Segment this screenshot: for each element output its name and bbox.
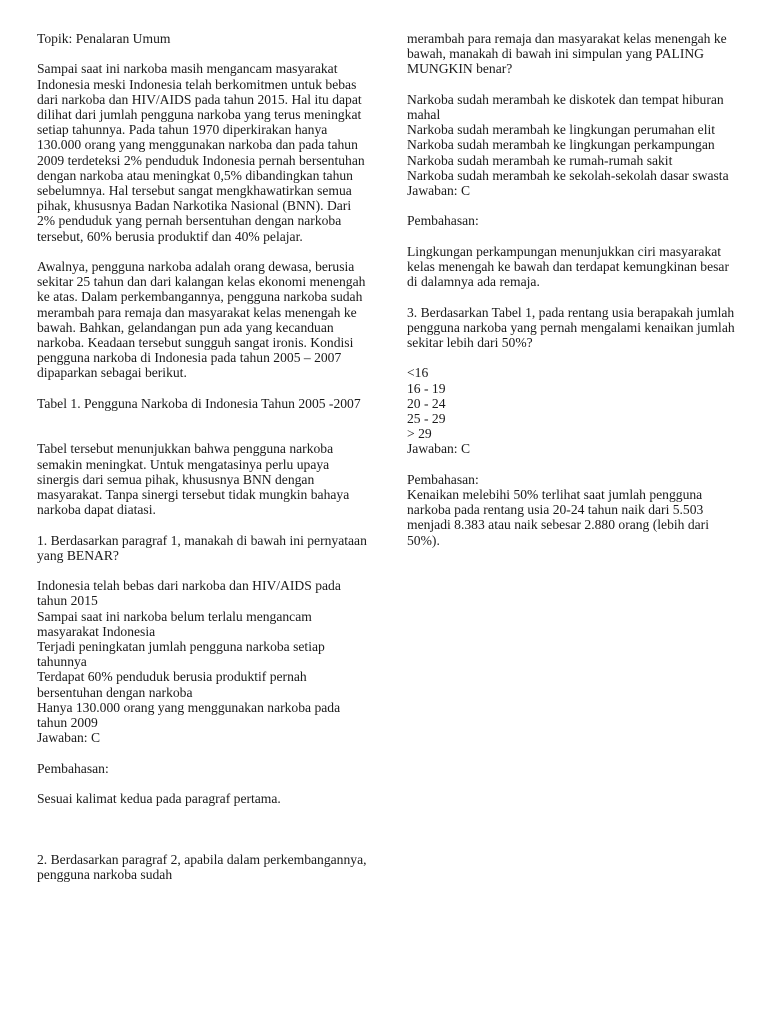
question-3-options [407, 365, 742, 441]
table-caption: Tabel 1. Pengguna Narkoba di Indonesia Tahun 2005 -2007 [37, 395, 361, 411]
question-2-start: 2. Berdasarkan paragraf 2, apabila dalam perkembangannya, pengguna narkoba sudah [37, 851, 367, 883]
option-a: Indonesia telah bebas dari narkoba dan HIV/AIDS pada tahun 2015 [37, 578, 341, 609]
option-b: Narkoba sudah merambah ke lingkungan perumahan elit [407, 122, 716, 138]
question-1-discussion-label: Pembahasan: [37, 760, 109, 776]
right-column [407, 31, 742, 548]
question-3-discussion-label: Pembahasan: [407, 471, 479, 487]
option-e: Hanya 130.000 orang yang menggunakan narkoba pada tahun 2009 [37, 699, 341, 731]
option-c: Terjadi peningkatan jumlah pengguna narkoba setiap tahunnya [37, 639, 325, 670]
question-1-options [37, 578, 367, 730]
option-b: Sampai saat ini narkoba belum terlalu mengancam masyarakat Indonesia [37, 608, 312, 639]
question-2-answer: Jawaban: C [407, 183, 471, 199]
option-d: Terdapat 60% penduduk berusia produktif pernah bersentuhan dengan narkoba [37, 669, 307, 700]
topic-heading: Topik: Penalaran Umum [37, 31, 171, 46]
question-1-answer: Jawaban: C [37, 730, 101, 746]
option-c: Narkoba sudah merambah ke lingkungan perkampungan [407, 137, 715, 153]
paragraph-2: Awalnya, pengguna narkoba adalah orang dewasa, berusia sekitar 25 tahun dan dari kalangan kelas ekonomi menengah ke atas. Dalam perkembangannya, pengguna narkoba sudah merambah para remaja dan masyarakat kelas menengah ke bawah. Bahkan, gelandangan pun ada yang kecanduan narkoba. Keadaan tersebut sungguh sangat ironis. Kondisi pengguna narkoba di Indonesia pada tahun 2005 – 2007 dipaparkan sebagai berikut. [37, 259, 366, 381]
question-2-discussion: Lingkungan perkampungan menunjukkan ciri masyarakat kelas menengah ke bawah dan terdapat kemungkinan besar di dalamnya ada remaja. [407, 243, 729, 290]
option-e: Narkoba sudah merambah ke sekolah-sekolah dasar swasta [407, 167, 729, 183]
option-d: Narkoba sudah merambah ke rumah-rumah sakit [407, 152, 673, 168]
option-a: <16 [407, 365, 429, 381]
paragraph-1: Sampai saat ini narkoba masih mengancam masyarakat Indonesia meski Indonesia telah berkomitmen untuk bebas dari narkoba dan HIV/AIDS pada tahun 2015. Hal itu dapat dilihat dari jumlah pengguna narkoba yang terus meningkat setiap tahunnya. Pada tahun 1970 diperkirakan hanya 130.000 orang yang menggunakan narkoba dan pada tahun 2009 terdeteksi 2% penduduk Indonesia pernah bersentuhan dengan narkoba atau meningkat 0,5% dibandingkan tahun sebelumnya. Hal tersebut sangat mengkhawatirkan semua pihak, khususnya Badan Narkotika Nasional (BNN). Dari 2% penduduk yang pernah bersentuhan dengan narkoba tersebut, 60% berusia produktif dan 40% pelajar. [37, 61, 365, 244]
question-2-continued: merambah para remaja dan masyarakat kelas menengah ke bawah, manakah di bawah ini simpulan yang PALING MUNGKIN benar? [407, 31, 727, 77]
option-e: > 29 [407, 426, 432, 442]
option-a: Narkoba sudah merambah ke diskotek dan tempat hiburan mahal [407, 91, 724, 122]
option-c: 20 - 24 [407, 395, 446, 411]
option-b: 16 - 19 [407, 380, 446, 396]
question-3-answer: Jawaban: C [407, 441, 471, 457]
option-d: 25 - 29 [407, 411, 446, 426]
question-1: 1. Berdasarkan paragraf 1, manakah di bawah ini pernyataan yang BENAR? [37, 532, 367, 563]
paragraph-3: Tabel tersebut menunjukkan bahwa pengguna narkoba semakin meningkat. Untuk mengatasinya perlu upaya sinergis dari semua pihak, khususnya BNN dengan masyarakat. Tanpa sinergi tersebut tidak mungkin bahaya narkoba dapat diatasi. [37, 441, 350, 518]
question-1-discussion: Sesuai kalimat kedua pada paragraf pertama. [37, 791, 281, 807]
left-column [37, 31, 367, 882]
question-2-discussion-label: Pembahasan: [407, 213, 479, 229]
question-2-options [407, 92, 742, 183]
question-3-discussion: Kenaikan melebihi 50% terlihat saat jumlah pengguna narkoba pada rentang usia 20-24 tahun naik dari 5.503 menjadi 8.383 atau naik sebesar 2.880 orang (lebih dari 50%). [407, 487, 709, 548]
question-3: 3. Berdasarkan Tabel 1, pada rentang usia berapakah jumlah pengguna narkoba yang pernah mengalami kenaikan jumlah sekitar lebih dari 50%? [407, 304, 735, 350]
